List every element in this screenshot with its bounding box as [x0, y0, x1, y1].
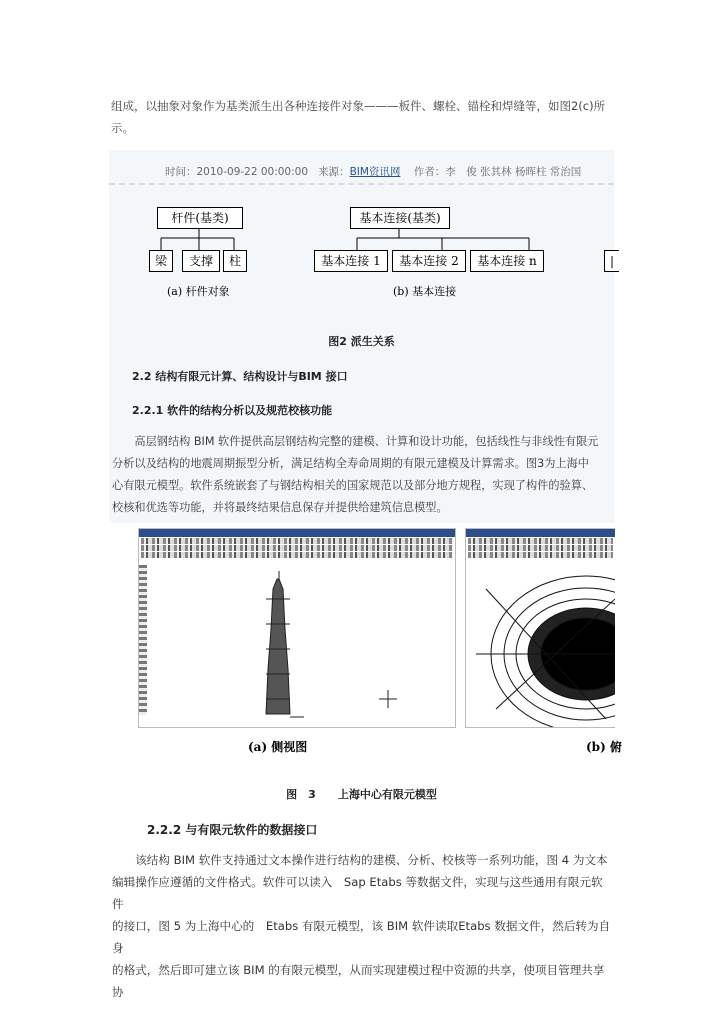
section-2-2-heading: 2.2 结构有限元计算、结构设计与BIM 接口: [132, 370, 348, 383]
figure-3-caption: 图 3 上海中心有限元模型: [286, 788, 437, 801]
intro-line-2: 示。: [111, 121, 134, 135]
paragraph-2-2-1: [112, 431, 612, 519]
diagram-node-connection-n: 基本连接 n: [470, 250, 544, 272]
diagram-node-connection-2: 基本连接 2: [392, 250, 466, 272]
tower-plan-drawing: [466, 529, 615, 727]
meta-source-label: 来源：: [318, 166, 350, 178]
paragraph-line: 高层钢结构 BIM 软件提供高层钢结构完整的建模、计算和设计功能，包括线性与非线性有限元: [112, 435, 599, 448]
paragraph-line: 心有限元模型。软件系统嵌套了与钢结构相关的国家规范以及部分地方规程，实现了构件的验算、: [112, 479, 594, 492]
figure-3-left-caption: (a) 侧视图: [248, 740, 308, 754]
paragraph-line: 的接口，图 5 为上海中心的 Etabs 有限元模型，该 BIM 软件读取Etabs 数据文件，然后转为自身: [112, 919, 611, 955]
paragraph-line: 该结构 BIM 软件支持通过文本操作进行结构的建模、分析、校核等一系列功能，图 4 为文本: [112, 853, 608, 867]
meta-source-link[interactable]: BIM资讯网: [349, 166, 401, 178]
figure-3-right-caption: (b) 俯: [586, 740, 622, 754]
paragraph-line: 编辑操作应遵循的文件格式。软件可以读入 Sap Etabs 等数据文件，实现与这些通用有限元软件: [112, 875, 603, 911]
diagram-root-member: 杆件(基类): [157, 207, 243, 229]
diagram-node-beam: 梁: [149, 250, 173, 272]
diagram-node-connection-1: 基本连接 1: [314, 250, 388, 272]
section-2-2-2-heading: 2.2.2 与有限元软件的数据接口: [147, 823, 318, 837]
tower-elevation-drawing: [139, 529, 455, 727]
figure-2-caption: 图2 派生关系: [328, 335, 395, 348]
paragraph-line: 的格式，然后即可建立该 BIM 的有限元模型，从而实现建模过程中资源的共享，使项目管理共享协: [112, 963, 605, 999]
meta-divider: [109, 183, 614, 185]
paragraph-2-2-2: [112, 849, 612, 1003]
meta-time: 时间：2010-09-22 00:00:00: [165, 166, 309, 178]
figure-3-plan-view-screenshot: [465, 528, 615, 728]
figure-2-mid-caption: (b) 基本连接: [393, 285, 457, 298]
paragraph-line: 校核和优选等功能，并将最终结果信息保存并提供给建筑信息模型。: [112, 501, 448, 514]
article-meta: [165, 164, 581, 179]
diagram-node-partial: |: [604, 250, 619, 272]
section-2-2-1-heading: 2.2.1 软件的结构分析以及规范校核功能: [132, 404, 333, 417]
figure-2-left-caption: (a) 杆件对象: [167, 285, 230, 298]
paragraph-line: 分析以及结构的地震周期振型分析，满足结构全寿命周期的有限元建模及计算需求。图3为上海中: [112, 457, 589, 470]
diagram-node-brace: 支撑: [182, 250, 220, 272]
meta-authors: 作者：李 俊 张其林 杨晖柱 常治国: [413, 166, 582, 178]
diagram-node-column: 柱: [223, 250, 247, 272]
intro-line-1: 组成，以抽象对象作为基类派生出各种连接件对象———板件、螺栓、锚栓和焊缝等，如图2(c)所: [111, 99, 606, 113]
figure-3-side-view-screenshot: [138, 528, 456, 728]
diagram-root-connection: 基本连接(基类): [350, 207, 450, 229]
figure-2-diagram: [109, 195, 614, 305]
